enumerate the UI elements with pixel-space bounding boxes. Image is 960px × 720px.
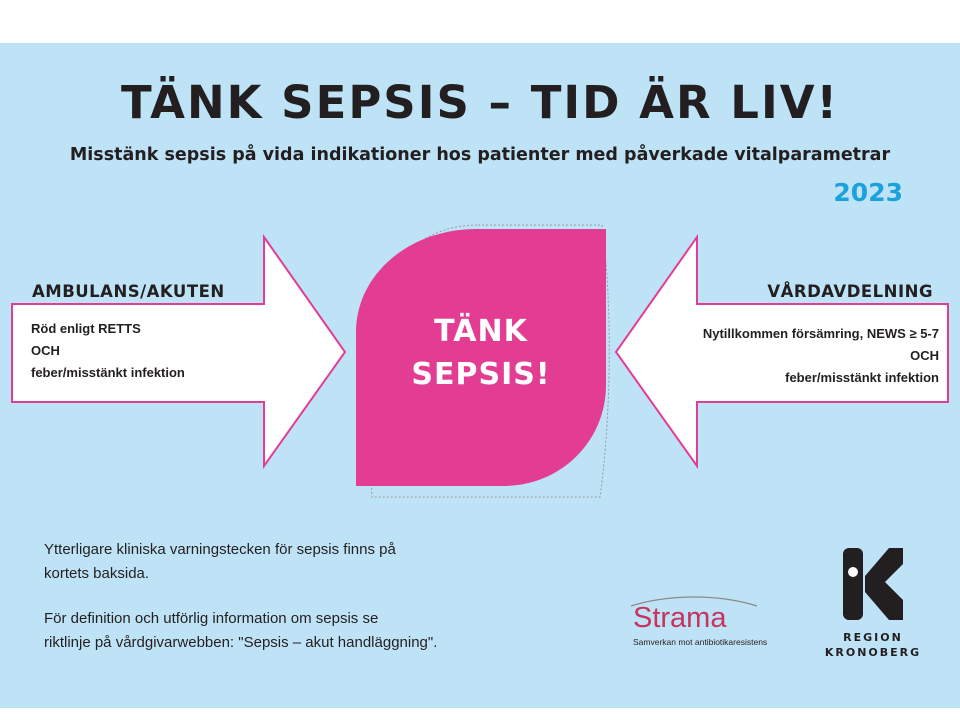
right-arrow-line: Nytillkommen försämring, NEWS ≥ 5-7 bbox=[702, 326, 939, 341]
info-paragraph-definition bbox=[44, 607, 564, 655]
info-line: Ytterligare kliniska varningstecken för sepsis finns på bbox=[44, 541, 396, 558]
strama-swoosh-icon bbox=[629, 594, 759, 608]
info-paragraph-back bbox=[44, 538, 564, 586]
strama-name: Strama bbox=[633, 602, 727, 634]
left-arrow-line: feber/misstänkt infektion bbox=[31, 365, 185, 380]
center-label bbox=[356, 310, 606, 396]
left-arrow-heading: AMBULANS/AKUTEN bbox=[32, 282, 225, 301]
left-arrow-line: Röd enligt RETTS bbox=[31, 321, 141, 336]
info-line: För definition och utförlig information om sepsis se bbox=[44, 610, 379, 627]
strama-logo bbox=[633, 604, 767, 647]
left-arrow-text bbox=[31, 318, 185, 384]
year-label: 2023 bbox=[833, 178, 903, 207]
right-arrow-heading: VÅRDAVDELNING bbox=[767, 282, 933, 301]
right-arrow-line: feber/misstänkt infektion bbox=[785, 370, 939, 385]
region-text bbox=[818, 630, 928, 660]
region-line: REGION bbox=[843, 631, 903, 644]
right-arrow-line: OCH bbox=[910, 348, 939, 363]
region-k-icon bbox=[841, 548, 905, 620]
center-label-line: TÄNK bbox=[434, 314, 528, 349]
center-label-line: SEPSIS! bbox=[411, 357, 551, 392]
left-arrow-line: OCH bbox=[31, 343, 60, 358]
info-line: riktlinje på vårdgivarwebben: "Sepsis – akut handläggning". bbox=[44, 634, 438, 651]
region-kronoberg-logo bbox=[818, 548, 928, 660]
page-subtitle: Misstänk sepsis på vida indikationer hos patienter med påverkade vitalparametrar bbox=[69, 145, 891, 165]
info-line: kortets baksida. bbox=[44, 565, 150, 582]
region-line: KRONOBERG bbox=[824, 646, 922, 659]
strama-tagline: Samverkan mot antibiotikaresistens bbox=[633, 637, 768, 647]
page-title: TÄNK SEPSIS – TID ÄR LIV! bbox=[120, 76, 840, 129]
right-arrow-text bbox=[703, 323, 939, 389]
